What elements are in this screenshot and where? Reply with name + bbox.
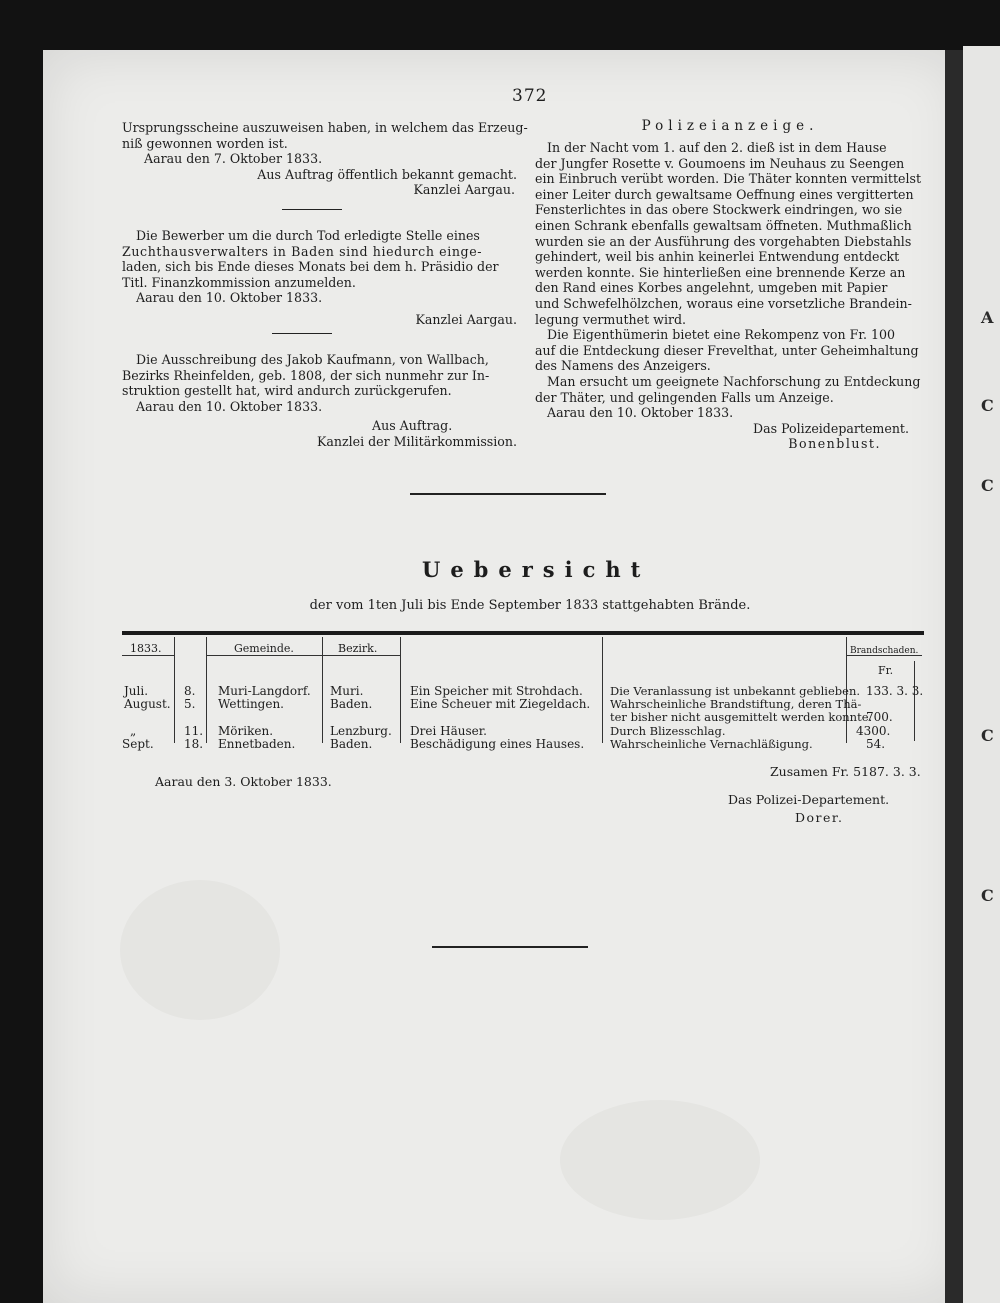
next-page-edge	[963, 46, 1000, 1303]
column-rule	[322, 637, 323, 743]
text-line: des Namens des Anzeigers.	[535, 358, 711, 374]
row-gemeinde: Wettingen.	[218, 697, 284, 711]
next-page-fragment: C	[981, 726, 994, 745]
text-line: einer Leiter durch gewaltsame Oeffnung eines vergitterten	[535, 186, 914, 202]
text-line: Man ersucht um geeignete Nachforschung zu Entdeckung	[547, 373, 921, 389]
text-line: legung vermuthet wird.	[535, 311, 687, 327]
section-rule	[410, 493, 606, 495]
text-line: der Jungfer Rosette v. Goumoens im Neuhaus zu Seengen	[535, 155, 905, 171]
text-line: Die Ausschreibung des Jakob Kaufmann, von Wallbach,	[136, 352, 489, 367]
date-line: Aarau den 10. Oktober 1833.	[547, 405, 734, 421]
row-amount: 4300.	[856, 724, 891, 738]
text-line: niß gewonnen worden ist.	[122, 135, 288, 151]
text-line: Bezirks Rheinfelden, geb. 1808, der sich nunmehr zur In-	[122, 367, 490, 383]
signature-line: Kanzlei Aargau.	[415, 311, 517, 327]
text-line: werden konnte. Sie hinterließen eine brennende Kerze an	[535, 264, 906, 280]
signature-line: Aus Auftrag öffentlich bekannt gemacht.	[257, 166, 517, 182]
row-object: Drei Häuser.	[410, 724, 487, 738]
signature-line: Das Polizeidepartement.	[753, 420, 909, 436]
row-bezirk: Baden.	[330, 697, 373, 711]
separator-rule	[272, 333, 332, 334]
overview-title: Uebersicht	[422, 557, 651, 582]
police-notice-body	[535, 140, 927, 452]
row-object: Ein Speicher mit Strohdach.	[410, 684, 583, 698]
next-page-fragment: C	[981, 396, 994, 415]
text-line: Titl. Finanzkommission anzumelden.	[122, 274, 356, 290]
column-rule	[400, 637, 401, 743]
column-rule	[174, 637, 175, 743]
text-line: einen Schrank ebenfalls gewaltsam öffneten. Muthmaßlich	[535, 217, 912, 233]
row-month: Juli.	[124, 684, 149, 698]
row-cause: Wahrscheinliche Brandstiftung, deren Thä-	[610, 697, 862, 711]
text-line: Zuchthausverwalters in Baden sind hiedurch einge-	[122, 243, 483, 259]
row-day: 11.	[184, 724, 204, 738]
signature-line: Bonenblust.	[788, 436, 881, 452]
text-line: Fensterlichtes in das obere Stockwerk eindringen, wo sie	[535, 202, 903, 218]
paper-stain	[560, 1100, 760, 1220]
row-cause: Durch Blizesschlag.	[610, 724, 726, 738]
row-day: 5.	[184, 697, 196, 711]
text-line: In der Nacht vom 1. auf den 2. dieß ist in dem Hause	[547, 140, 887, 155]
row-bezirk: Muri.	[330, 684, 364, 698]
total-value: 5187. 3. 3.	[853, 764, 921, 779]
notice-warrant-revoked	[122, 352, 517, 450]
next-page-fragment: C	[981, 476, 994, 495]
book-spine	[945, 50, 963, 1303]
header-franken: Fr.	[878, 664, 894, 677]
signature-line: Kanzlei der Militärkommission.	[316, 433, 517, 449]
row-day: 8.	[184, 684, 196, 698]
header-rule	[206, 655, 400, 656]
text-line: den Rand eines Korbes angelehnt, umgeben mit Papier	[535, 280, 888, 296]
row-cause: Wahrscheinliche Vernachläßigung.	[610, 737, 813, 751]
overview-subtitle: der vom 1ten Juli bis Ende September 1833 stattgehabten Brände.	[309, 598, 751, 613]
row-month: Sept.	[122, 737, 154, 751]
text-line: laden, sich bis Ende dieses Monats bei dem h. Präsidio der	[122, 259, 499, 275]
row-month: August.	[124, 697, 171, 711]
date-line: Aarau den 10. Oktober 1833.	[136, 290, 323, 306]
row-object: Beschädigung eines Hauses.	[410, 737, 585, 751]
date-line: Aarau den 7. Oktober 1833.	[144, 151, 323, 167]
row-gemeinde: Möriken.	[218, 724, 274, 738]
date-line: Aarau den 10. Oktober 1833.	[136, 398, 323, 414]
table-total	[770, 764, 921, 779]
overview-date: Aarau den 3. Oktober 1833.	[155, 774, 332, 789]
separator-rule	[282, 209, 342, 210]
police-notice-heading: Polizeianzeige.	[641, 118, 819, 134]
row-gemeinde: Ennetbaden.	[218, 737, 296, 751]
row-day: 18.	[184, 737, 204, 751]
next-page-fragment: A	[981, 308, 994, 327]
row-bezirk: Baden.	[330, 737, 373, 751]
column-rule	[914, 661, 915, 741]
fire-damage-table	[122, 631, 924, 755]
header-gemeinde: Gemeinde.	[234, 642, 294, 655]
header-bezirk: Bezirk.	[338, 642, 378, 655]
row-gemeinde: Muri-Langdorf.	[218, 684, 311, 698]
overview-signature-department: Das Polizei-Departement.	[728, 792, 890, 807]
page-number: 372	[512, 86, 548, 106]
column-rule	[602, 637, 603, 743]
row-amount: 700.	[866, 710, 893, 724]
table-top-rule	[122, 631, 924, 635]
text-line: wurden sie an der Ausführung des vorgehabten Diebstahls	[535, 233, 912, 249]
signature-line: Aus Auftrag.	[372, 418, 453, 434]
text-line: Die Eigenthümerin bietet eine Rekompenz von Fr. 100	[547, 327, 896, 343]
row-amount: 133. 3. 3.	[866, 684, 924, 698]
next-page-fragment: C	[981, 886, 994, 905]
text-line: Ursprungsscheine auszuweisen haben, in welchem das Erzeug-	[122, 120, 528, 135]
notice-origin-certificates	[122, 120, 528, 198]
text-line: gehindert, weil bis anhin keinerlei Entwendung entdeckt	[535, 249, 900, 265]
text-line: struktion gestellt hat, wird andurch zurückgerufen.	[122, 383, 452, 399]
text-line: Die Bewerber um die durch Tod erledigte Stelle eines	[136, 228, 480, 243]
text-line: ein Einbruch verübt worden. Die Thäter konnten vermittelst	[535, 171, 922, 187]
row-cause-continued: ter bisher nicht ausgemittelt werden konnte.	[610, 710, 873, 724]
row-cause: Die Veranlassung ist unbekannt geblieben.	[610, 684, 861, 698]
closing-rule	[432, 946, 588, 948]
column-rule	[206, 637, 207, 743]
paper-stain	[120, 880, 280, 1020]
header-schaden: Brandschaden.	[850, 646, 919, 656]
row-amount: 54.	[866, 737, 886, 751]
overview-signature-name: Dorer.	[795, 810, 844, 825]
text-line: und Schwefelhölzchen, woraus eine vorsetzliche Brandein-	[535, 295, 912, 311]
notice-prison-administrator	[122, 228, 517, 328]
text-line: auf die Entdeckung dieser Frevelthat, unter Geheimhaltung	[535, 342, 919, 358]
text-line: der Thäter, und gelingenden Falls um Anzeige.	[535, 389, 834, 405]
signature-line: Kanzlei Aargau.	[413, 182, 515, 198]
row-object: Eine Scheuer mit Ziegeldach.	[410, 697, 591, 711]
header-rule	[122, 655, 174, 656]
total-label: Zusamen Fr.	[770, 764, 850, 779]
row-month: „	[130, 724, 137, 738]
header-year: 1833.	[130, 642, 162, 655]
row-bezirk: Lenzburg.	[330, 724, 392, 738]
